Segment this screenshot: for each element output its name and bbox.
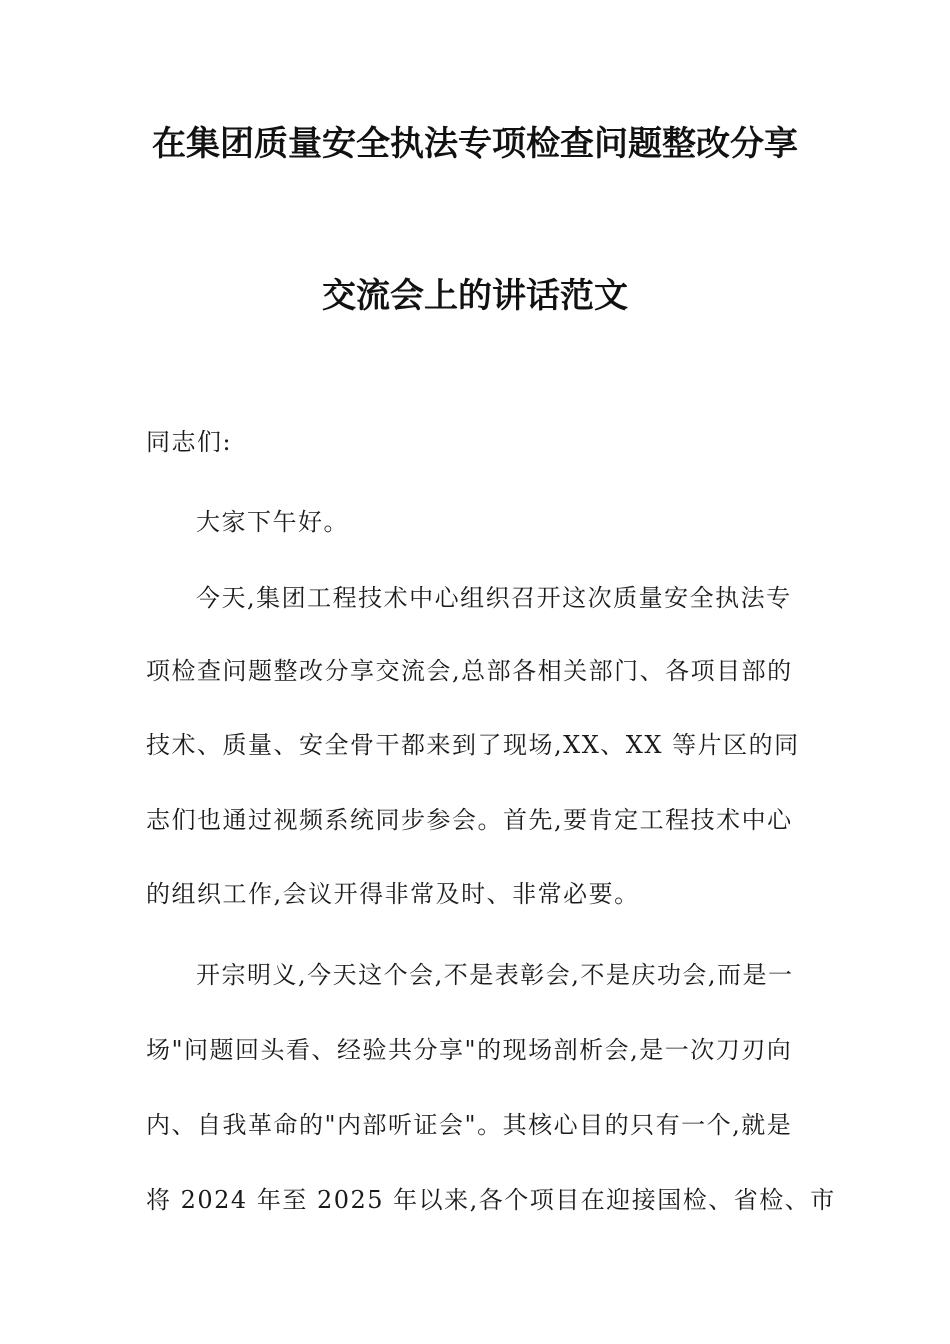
paragraph-1-line-5: 的组织工作,会议开得非常及时、非常必要。 xyxy=(146,880,640,908)
paragraph-1-line-1: 今天,集团工程技术中心组织召开这次质量安全执法专 xyxy=(196,584,792,612)
salutation: 同志们: xyxy=(146,428,233,456)
paragraph-2-line-3: 内、自我革命的"内部听证会"。其核心目的只有一个,就是 xyxy=(146,1111,793,1139)
paragraph-2-line-2: 场"问题回头看、经验共分享"的现场剖析会,是一次刀刃向 xyxy=(146,1036,793,1064)
paragraph-1-line-2: 项检查问题整改分享交流会,总部各相关部门、各项目部的 xyxy=(146,657,793,685)
paragraph-2-line-1: 开宗明义,今天这个会,不是表彰会,不是庆功会,而是一 xyxy=(196,961,794,989)
paragraph-1-line-4: 志们也通过视频系统同步参会。首先,要肯定工程技术中心 xyxy=(146,806,793,834)
paragraph-1-line-3: 技术、质量、安全骨干都来到了现场,XX、XX 等片区的同 xyxy=(146,731,800,759)
document-title-line-1: 在集团质量安全执法专项检查问题整改分享 xyxy=(152,124,798,164)
greeting: 大家下午好。 xyxy=(196,508,349,536)
document-title-line-2: 交流会上的讲话范文 xyxy=(322,276,628,316)
paragraph-2-line-4: 将 2024 年至 2025 年以来,各个项目在迎接国检、省检、市 xyxy=(146,1186,836,1214)
